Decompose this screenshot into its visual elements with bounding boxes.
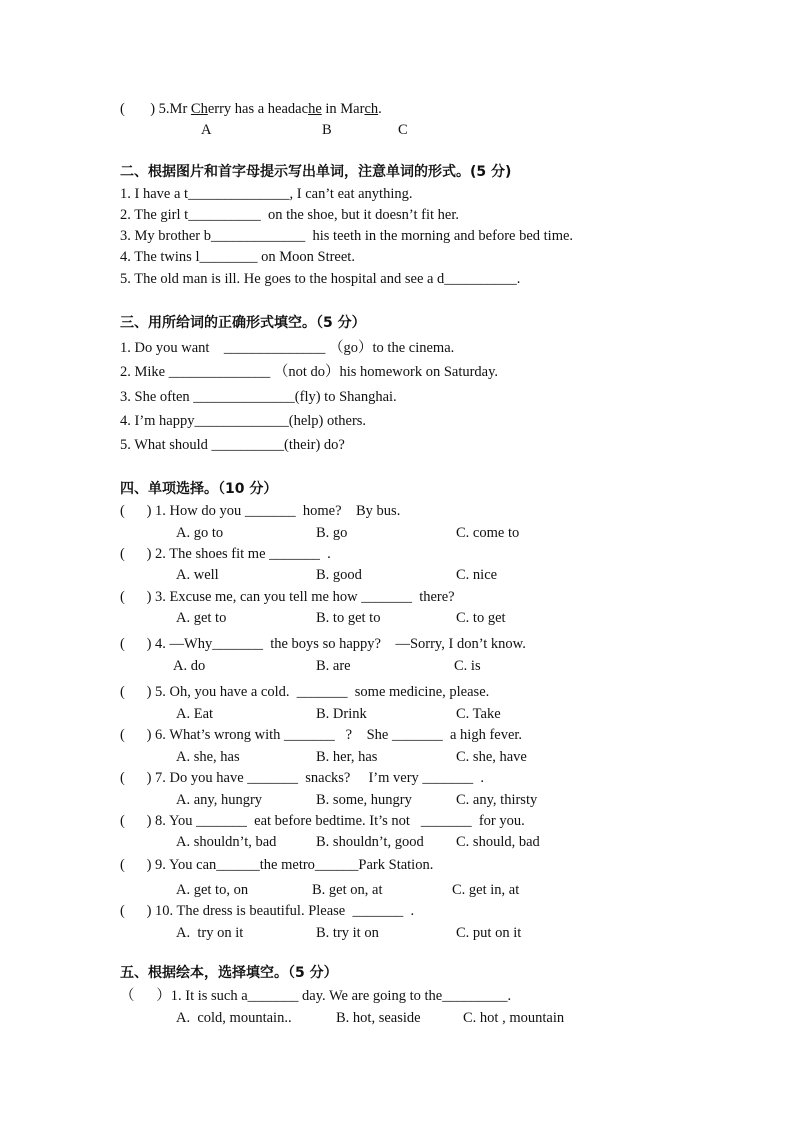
s4-q8-option-b: B. shouldn’t, good (316, 834, 424, 850)
s4-q10-option-c: C. put on it (456, 925, 522, 941)
s4-q7-option-a: A. any, hungry (176, 792, 263, 808)
s4-q1-option-a: A. go to (176, 525, 224, 541)
s4-q4-option-c: C. is (454, 658, 481, 674)
s4-q2-option-b: B. good (316, 567, 362, 583)
s4-q4-option-b: B. are (316, 658, 351, 674)
s4-q5-option-c: C. Take (456, 706, 501, 722)
section3-title: 三、用所给词的正确形式填空。（5 分） (120, 315, 366, 331)
s4-q8-option-c: C. should, bad (456, 834, 540, 850)
s5-q1-option-c: C. hot , mountain (463, 1010, 565, 1026)
s4-q10-option-b: B. try it on (316, 925, 379, 941)
s5-q1-option-b: B. hot, seaside (336, 1010, 421, 1026)
s4-q10-option-a: A. try on it (176, 925, 244, 941)
s2-item-3: 3. My brother b_____________ his teeth in the morning and before bed time. (120, 228, 574, 244)
s4-q3-option-c: C. to get (456, 610, 506, 626)
s5-q1-stem: （ ）1. It is such a_______ day. We are going to the_________. (120, 988, 512, 1004)
underlined-part-b: he (308, 101, 322, 117)
s4-q9-option-a: A. get to, on (176, 882, 249, 898)
s4-q7-option-c: C. any, thirsty (456, 792, 538, 808)
s1-q5-text-4: . (378, 101, 382, 117)
s4-q2-stem: ( ) 2. The shoes fit me _______ . (120, 546, 331, 562)
s1-q5-line (120, 100, 382, 118)
s4-q3-stem: ( ) 3. Excuse me, can you tell me how _______ there? (120, 589, 455, 605)
s4-q6-option-b: B. her, has (316, 749, 378, 765)
s4-q5-option-a: A. Eat (176, 706, 214, 722)
s4-q10-stem: ( ) 10. The dress is beautiful. Please _______ . (120, 903, 415, 919)
s4-q6-option-a: A. she, has (176, 749, 240, 765)
s4-q9-stem: ( ) 9. You can______the metro______Park Station. (120, 857, 434, 873)
s1-q5-text-3: in Mar (321, 101, 365, 117)
s4-q3-option-b: B. to get to (316, 610, 381, 626)
s4-q4-option-a: A. do (173, 658, 206, 674)
s4-q6-option-c: C. she, have (456, 749, 527, 765)
s2-item-5: 5. The old man is ill. He goes to the hospital and see a d__________. (120, 271, 521, 287)
s4-q9-option-c: C. get in, at (452, 882, 520, 898)
answer-bracket: ( ) (120, 101, 156, 117)
s4-q2-option-c: C. nice (456, 567, 498, 583)
s3-item-3: 3. She often ______________(fly) to Shanghai. (120, 389, 397, 405)
s3-item-1: 1. Do you want ______________ （go）to the cinema. (120, 340, 455, 356)
s1-q5-label-b: B (322, 122, 332, 138)
s4-q7-stem: ( ) 7. Do you have _______ snacks? I’m very _______ . (120, 770, 485, 786)
s4-q7-option-b: B. some, hungry (316, 792, 412, 808)
s5-q1-option-a: A. cold, mountain.. (176, 1010, 292, 1026)
s3-item-4: 4. I’m happy_____________(help) others. (120, 413, 367, 429)
s4-q6-stem: ( ) 6. What’s wrong with _______ ? She _______ a high fever. (120, 727, 523, 743)
s3-item-2: 2. Mike ______________ （not do）his homework on Saturday. (120, 364, 499, 380)
section2-title: 二、根据图片和首字母提示写出单词，注意单词的形式。(5 分) (120, 164, 512, 180)
s1-q5-label-a: A (201, 122, 212, 138)
s1-q5-text-2: erry has a headac (207, 101, 309, 117)
underlined-part-c: ch (364, 101, 379, 117)
s4-q5-stem: ( ) 5. Oh, you have a cold. _______ some medicine, please. (120, 684, 490, 700)
s2-item-4: 4. The twins l________ on Moon Street. (120, 249, 355, 265)
s4-q8-option-a: A. shouldn’t, bad (176, 834, 277, 850)
s3-item-5: 5. What should __________(their) do? (120, 437, 345, 453)
section5-title: 五、根据绘本，选择填空。（5 分） (120, 965, 338, 981)
s2-item-2: 2. The girl t__________ on the shoe, but it doesn’t fit her. (120, 207, 459, 223)
s1-q5-text-1: 5.Mr (158, 101, 191, 117)
s4-q8-stem: ( ) 8. You _______ eat before bedtime. It’s not _______ for you. (120, 813, 525, 829)
s4-q3-option-a: A. get to (176, 610, 227, 626)
s4-q1-option-b: B. go (316, 525, 348, 541)
s4-q2-option-a: A. well (176, 567, 219, 583)
s4-q1-stem: ( ) 1. How do you _______ home? By bus. (120, 503, 401, 519)
s1-q5-label-c: C (398, 122, 408, 138)
s4-q1-option-c: C. come to (456, 525, 520, 541)
section4-title: 四、单项选择。（10 分） (120, 481, 278, 497)
underlined-part-a: Ch (190, 101, 208, 117)
s4-q9-option-b: B. get on, at (312, 882, 383, 898)
s4-q5-option-b: B. Drink (316, 706, 367, 722)
s4-q4-stem: ( ) 4. —Why_______ the boys so happy? —Sorry, I don’t know. (120, 636, 526, 652)
s2-item-1: 1. I have a t______________, I can’t eat anything. (120, 186, 413, 202)
